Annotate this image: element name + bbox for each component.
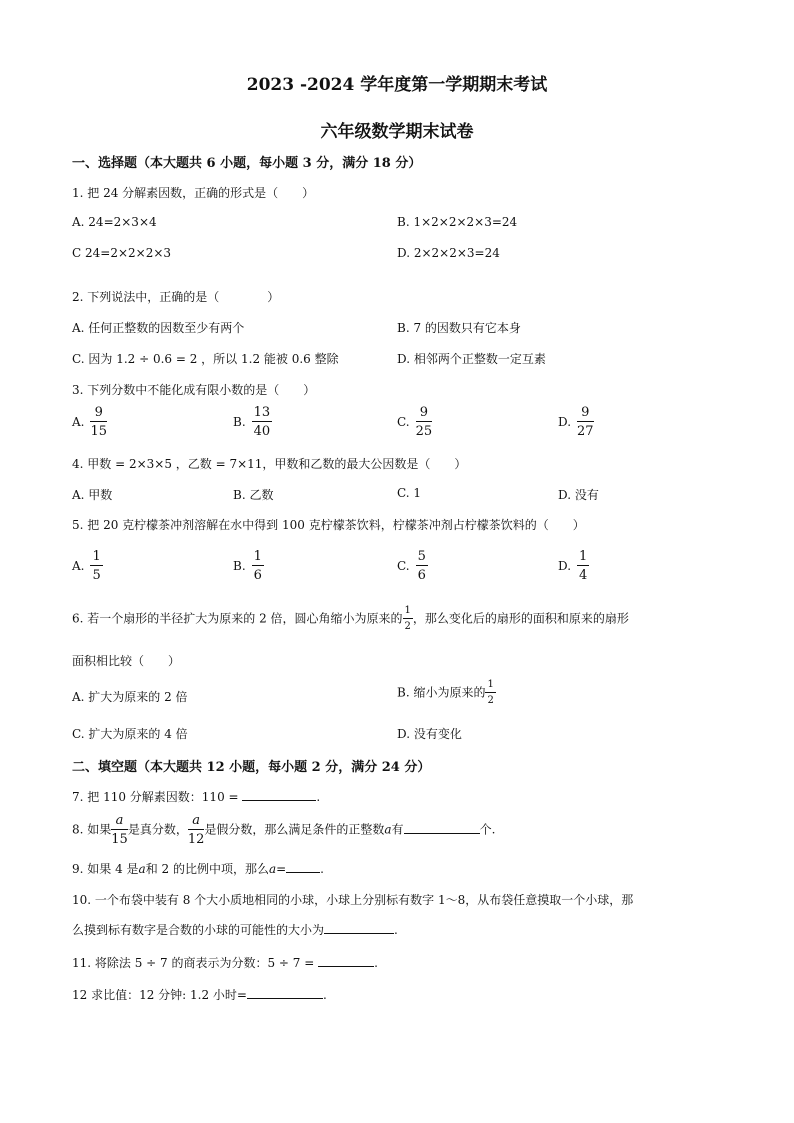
section-heading-fill-blank: 二、填空题（本大题共 12 小题，每小题 2 分，满分 24 分）: [72, 760, 431, 775]
section-heading-choice: 一、选择题（本大题共 6 小题，每小题 3 分，满分 18 分）: [72, 156, 422, 171]
question-5-option-a: [72, 550, 103, 582]
question-10-end: .: [394, 923, 398, 937]
question-7-text: 7. 把 110 分解素因数：110 =: [72, 790, 239, 804]
fraction-denominator: 12: [187, 832, 205, 847]
exam-subtitle: 六年级数学期末试卷: [320, 122, 474, 142]
fraction-denominator: 2: [404, 621, 411, 632]
fraction: [416, 406, 433, 438]
question-1-stem: 1. 把 24 分解素因数，正确的形式是（ ）: [72, 186, 315, 200]
fraction-numerator: [188, 814, 205, 830]
fraction-numerator: 5: [417, 549, 426, 564]
question-6-option-b: [397, 680, 496, 706]
question-4-option-b: B. 乙数: [233, 488, 274, 502]
question-10-line2: [72, 921, 398, 938]
variable-a: a: [138, 862, 146, 876]
question-6-stem-before: 6. 若一个扇形的半径扩大为原来的 2 倍，圆心角缩小为原来的: [72, 611, 403, 626]
option-letter: A.: [72, 414, 85, 429]
fraction-numerator: 9: [416, 406, 433, 422]
fraction-numerator: 1: [485, 680, 495, 693]
question-1-option-c: C 24=2×2×2×3: [72, 246, 172, 260]
answer-blank: [286, 860, 320, 873]
question-10-line1: 10. 一个布袋中装有 8 个大小质地相同的小球，小球上分别标有数字 1～8，从布袋任意摸取一个小球，那: [72, 893, 634, 907]
question-3-option-b: [233, 406, 272, 438]
question-5-stem: 5. 把 20 克柠檬茶冲剂溶解在水中得到 100 克柠檬茶饮料，柠檬茶冲剂占柠檬茶饮料的（ ）: [72, 518, 585, 532]
fraction: [577, 406, 594, 438]
question-2-option-a: A. 任何正整数的因数至少有两个: [72, 321, 245, 335]
answer-blank: [324, 921, 394, 934]
option-letter: C.: [397, 558, 410, 573]
question-5-option-b: [233, 550, 264, 582]
option-letter: D.: [558, 414, 572, 429]
question-8: [72, 814, 495, 846]
fraction: [577, 550, 589, 582]
exam-title: 2023 -2024 学年度第一学期期末考试: [246, 75, 548, 95]
fraction: [252, 550, 264, 582]
question-6-stem: [72, 606, 629, 632]
fraction-numerator: 13: [253, 405, 271, 420]
fraction-a-over-15: [111, 814, 128, 846]
question-4-option-a: A. 甲数: [72, 488, 113, 502]
fraction-denominator: 4: [579, 568, 588, 583]
fraction-numerator: [111, 814, 128, 830]
fraction-denominator: 2: [487, 695, 494, 706]
question-12-text: 12 求比值：12 分钟: 1.2 小时=: [72, 988, 247, 1002]
fraction-denominator: 6: [417, 568, 426, 583]
question-1-option-d: D. 2×2×2×3=24: [397, 246, 500, 260]
fraction-numerator: 1: [253, 549, 262, 564]
question-2-stem: 2. 下列说法中，正确的是（ ）: [72, 290, 280, 304]
fraction-numerator: 1: [579, 549, 588, 564]
fraction-denominator: 15: [111, 832, 128, 847]
option-letter: B.: [233, 414, 246, 429]
question-3-stem: 3. 下列分数中不能化成有限小数的是（ ）: [72, 383, 316, 397]
option-letter: A.: [72, 558, 85, 573]
fraction-denominator: 25: [415, 424, 433, 439]
question-12: [72, 986, 327, 1003]
question-6-stem-after: ，那么变化后的扇形的面积和原来的扇形: [412, 611, 629, 626]
question-7-end: .: [316, 790, 321, 804]
answer-blank: [318, 954, 374, 967]
question-3-option-c: [397, 406, 432, 438]
fraction-denominator: 27: [577, 424, 594, 439]
question-9-part2: 和 2 的比例中项，那么: [145, 862, 269, 876]
question-3-option-a: [72, 406, 107, 438]
question-4-option-c: C. 1: [397, 486, 422, 500]
fraction: [90, 406, 107, 438]
question-2-option-b: B. 7 的因数只有它本身: [397, 321, 521, 335]
question-6-option-d: D. 没有变化: [397, 727, 462, 741]
answer-blank: [247, 986, 323, 999]
question-12-end: .: [322, 988, 327, 1002]
fraction-numerator: 9: [90, 406, 107, 422]
question-7: [72, 788, 320, 805]
question-1-option-b: B. 1×2×2×2×3=24: [397, 215, 518, 229]
fraction-numerator: 1: [403, 606, 413, 619]
fraction-denominator: 5: [92, 568, 101, 583]
fraction-half: [403, 606, 413, 632]
fraction-denominator: 40: [253, 424, 271, 439]
question-2-option-d: D. 相邻两个正整数一定互素: [397, 352, 546, 366]
question-8-part1: 8. 如果: [72, 822, 112, 837]
fraction: [416, 550, 428, 582]
variable-a: a: [192, 813, 200, 828]
question-11: [72, 954, 378, 971]
option-letter: C.: [397, 414, 410, 429]
question-9-end: .: [320, 862, 324, 876]
question-11-end: .: [374, 956, 378, 970]
question-6-option-a: A. 扩大为原来的 2 倍: [72, 690, 188, 704]
fraction-denominator: 15: [90, 424, 108, 439]
variable-a: a: [115, 813, 124, 828]
answer-blank: [404, 821, 480, 834]
fraction-numerator: 9: [577, 406, 594, 422]
fraction-half: [485, 680, 495, 706]
variable-a: a: [384, 822, 392, 837]
question-4-option-d: D. 没有: [558, 488, 599, 502]
fraction-numerator: 1: [92, 549, 101, 564]
option-letter: B.: [233, 558, 246, 573]
question-8-part4: 有: [391, 822, 404, 837]
question-1-option-a: A. 24=2×3×4: [72, 215, 157, 229]
answer-blank: [242, 788, 316, 801]
question-9-part1: 9. 如果 4 是: [72, 862, 139, 876]
question-6-stem-line2: 面积相比较（ ）: [72, 654, 181, 668]
question-9-part3: =: [276, 862, 287, 876]
question-4-stem: 4. 甲数 = 2×3×5 ，乙数 = 7×11，甲数和乙数的最大公因数是（ ）: [72, 457, 467, 471]
question-8-end: 个.: [479, 822, 496, 837]
question-6-option-c: C. 扩大为原来的 4 倍: [72, 727, 188, 741]
question-9: [72, 860, 324, 877]
variable-a: a: [268, 862, 277, 876]
question-6-option-b-text: B. 缩小为原来的: [397, 685, 486, 700]
fraction-a-over-12: [188, 814, 205, 846]
option-letter: D.: [558, 558, 572, 573]
question-5-option-c: [397, 550, 428, 582]
question-2-option-c: C. 因为 1.2 ÷ 0.6 = 2 ，所以 1.2 能被 0.6 整除: [72, 352, 339, 366]
fraction: [90, 550, 102, 582]
question-8-part3: 是假分数，那么满足条件的正整数: [204, 822, 385, 837]
fraction-denominator: 6: [253, 568, 262, 583]
question-10-text: 么摸到标有数字是合数的小球的可能性的大小为: [72, 923, 325, 937]
question-3-option-d: [558, 406, 594, 438]
question-5-option-d: [558, 550, 589, 582]
question-11-text: 11. 将除法 5 ÷ 7 的商表示为分数：5 ÷ 7 =: [72, 956, 315, 970]
fraction: [252, 406, 273, 438]
question-8-part2: 是真分数，: [127, 822, 188, 837]
